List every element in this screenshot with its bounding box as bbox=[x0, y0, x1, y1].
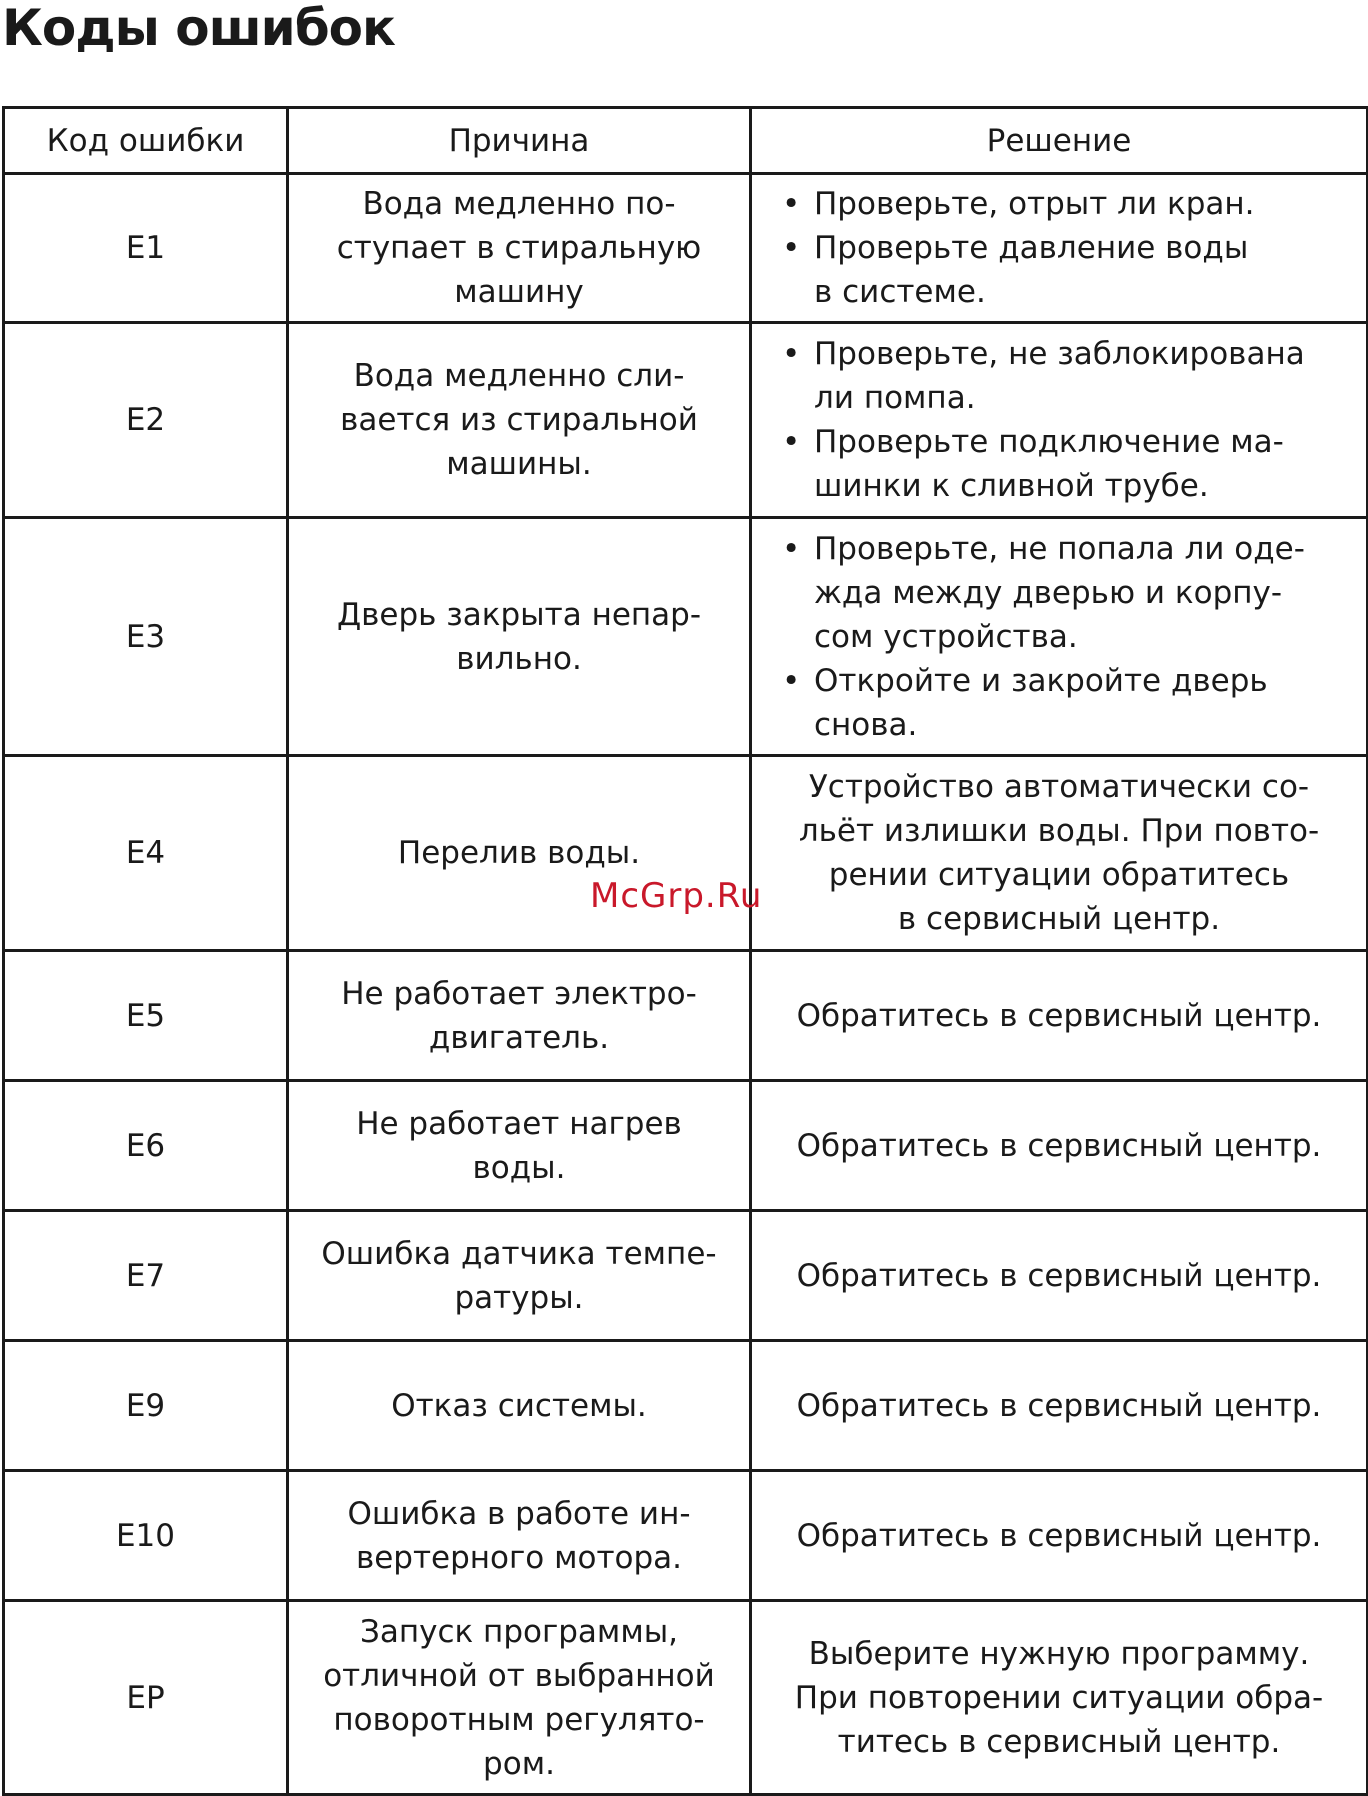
solution-line: • Проверьте давление воды bbox=[814, 230, 1249, 266]
solution-item bbox=[782, 659, 1360, 747]
solution-line: титесь в сервисный центр. bbox=[837, 1723, 1281, 1760]
table-row bbox=[4, 1211, 1368, 1341]
cause-cell bbox=[288, 518, 751, 756]
cause-line: ступает в стиральную bbox=[336, 230, 702, 266]
solution-line: в системе. bbox=[814, 274, 986, 310]
error-codes-table bbox=[2, 106, 1368, 1796]
table-row bbox=[4, 518, 1368, 756]
solution-line: в сервисный центр. bbox=[897, 901, 1221, 937]
solution-line: Обратитесь в сервисный центр. bbox=[796, 1257, 1322, 1294]
cause-line: отличной от выбранной bbox=[323, 1657, 715, 1694]
table-row bbox=[4, 951, 1368, 1081]
solution-list bbox=[758, 332, 1360, 508]
cause-cell bbox=[288, 951, 751, 1081]
cause-cell bbox=[288, 1471, 751, 1601]
cause-cell bbox=[288, 1601, 751, 1795]
table-body bbox=[4, 174, 1368, 1795]
solution-item bbox=[782, 332, 1360, 420]
solution-cell bbox=[751, 951, 1368, 1081]
solution-line: Обратитесь в сервисный центр. bbox=[796, 997, 1322, 1034]
cause-cell bbox=[288, 1341, 751, 1471]
error-code: E1 bbox=[4, 174, 288, 323]
cause-line: Дверь закрыта непар- bbox=[336, 596, 702, 633]
cause-cell bbox=[288, 1081, 751, 1211]
solution-line: Обратитесь в сервисный центр. bbox=[796, 1517, 1322, 1554]
solution-line: ли помпа. bbox=[814, 380, 976, 416]
solution-list bbox=[758, 182, 1360, 314]
solution-line: льёт излишки воды. При повто- bbox=[798, 813, 1320, 849]
solution-line: жда между дверью и корпу- bbox=[814, 574, 1283, 611]
solution-line: • Проверьте, отрыт ли кран. bbox=[814, 186, 1255, 222]
solution-cell bbox=[751, 1471, 1368, 1601]
solution-line: Обратитесь в сервисный центр. bbox=[796, 1387, 1322, 1424]
cause-line: вильно. bbox=[456, 640, 582, 677]
cause-line: Отказ системы. bbox=[391, 1387, 647, 1424]
solution-cell bbox=[751, 1341, 1368, 1471]
header-cause: Причина bbox=[288, 108, 751, 174]
table-row bbox=[4, 323, 1368, 518]
solution-item bbox=[782, 182, 1360, 226]
cause-line: вается из стиральной bbox=[340, 402, 698, 438]
solution-cell bbox=[751, 1081, 1368, 1211]
header-solution: Решение bbox=[751, 108, 1368, 174]
error-code: E5 bbox=[4, 951, 288, 1081]
error-code: E3 bbox=[4, 518, 288, 756]
cause-line: ратуры. bbox=[454, 1279, 584, 1316]
cause-line: Не работает электро- bbox=[341, 975, 697, 1012]
table-row bbox=[4, 174, 1368, 323]
solution-item bbox=[782, 420, 1360, 508]
solution-list bbox=[758, 527, 1360, 747]
solution-cell bbox=[751, 1601, 1368, 1795]
page-title: Коды ошибок bbox=[2, 0, 395, 57]
cause-line: воды. bbox=[472, 1149, 566, 1186]
cause-line: поворотным регулято- bbox=[333, 1701, 705, 1738]
error-code: E2 bbox=[4, 323, 288, 518]
solution-line: • Проверьте, не заблокирована bbox=[814, 336, 1305, 372]
cause-line: Перелив воды. bbox=[397, 835, 641, 871]
solution-line: сом устройства. bbox=[814, 618, 1078, 655]
cause-line: машины. bbox=[446, 446, 592, 482]
cause-cell bbox=[288, 323, 751, 518]
cause-line: Запуск программы, bbox=[359, 1613, 679, 1650]
cause-line: Вода медленно по- bbox=[362, 186, 676, 222]
watermark: McGrp.Ru bbox=[590, 876, 763, 916]
error-code: E9 bbox=[4, 1341, 288, 1471]
solution-line: При повторении ситуации обра- bbox=[794, 1679, 1324, 1716]
table-row bbox=[4, 1471, 1368, 1601]
error-code: EP bbox=[4, 1601, 288, 1795]
table-row bbox=[4, 1341, 1368, 1471]
error-code: E6 bbox=[4, 1081, 288, 1211]
cause-line: ром. bbox=[483, 1745, 555, 1782]
error-code: E10 bbox=[4, 1471, 288, 1601]
cause-line: Вода медленно сли- bbox=[353, 358, 685, 394]
solution-line: • Проверьте подключение ма- bbox=[814, 424, 1284, 460]
solution-line: Устройство автоматически со- bbox=[808, 769, 1310, 805]
cause-line: двигатель. bbox=[428, 1019, 610, 1056]
cause-cell bbox=[288, 756, 751, 951]
solution-line: Выберите нужную программу. bbox=[808, 1635, 1310, 1672]
solution-cell bbox=[751, 174, 1368, 323]
solution-line: снова. bbox=[814, 706, 918, 743]
solution-cell bbox=[751, 1211, 1368, 1341]
solution-cell bbox=[751, 756, 1368, 951]
table-row bbox=[4, 1601, 1368, 1795]
solution-cell bbox=[751, 323, 1368, 518]
cause-cell bbox=[288, 1211, 751, 1341]
table-row bbox=[4, 1081, 1368, 1211]
error-code: E7 bbox=[4, 1211, 288, 1341]
solution-item bbox=[782, 226, 1360, 314]
solution-cell bbox=[751, 518, 1368, 756]
cause-line: вертерного мотора. bbox=[355, 1539, 683, 1576]
solution-line: • Проверьте, не попала ли оде- bbox=[814, 530, 1305, 567]
solution-item bbox=[782, 527, 1360, 659]
cause-cell bbox=[288, 174, 751, 323]
solution-line: рении ситуации обратитесь bbox=[828, 857, 1290, 893]
cause-line: Не работает нагрев bbox=[356, 1105, 682, 1142]
table-row bbox=[4, 756, 1368, 951]
header-code: Код ошибки bbox=[4, 108, 288, 174]
cause-line: Ошибка датчика темпе- bbox=[321, 1235, 717, 1272]
cause-line: Ошибка в работе ин- bbox=[347, 1495, 691, 1532]
cause-line: машину bbox=[454, 274, 584, 310]
solution-line: • Откройте и закройте дверь bbox=[814, 662, 1268, 699]
solution-line: шинки к сливной трубе. bbox=[814, 468, 1209, 504]
table-header-row bbox=[4, 108, 1368, 174]
solution-line: Обратитесь в сервисный центр. bbox=[796, 1127, 1322, 1164]
error-code: E4 bbox=[4, 756, 288, 951]
